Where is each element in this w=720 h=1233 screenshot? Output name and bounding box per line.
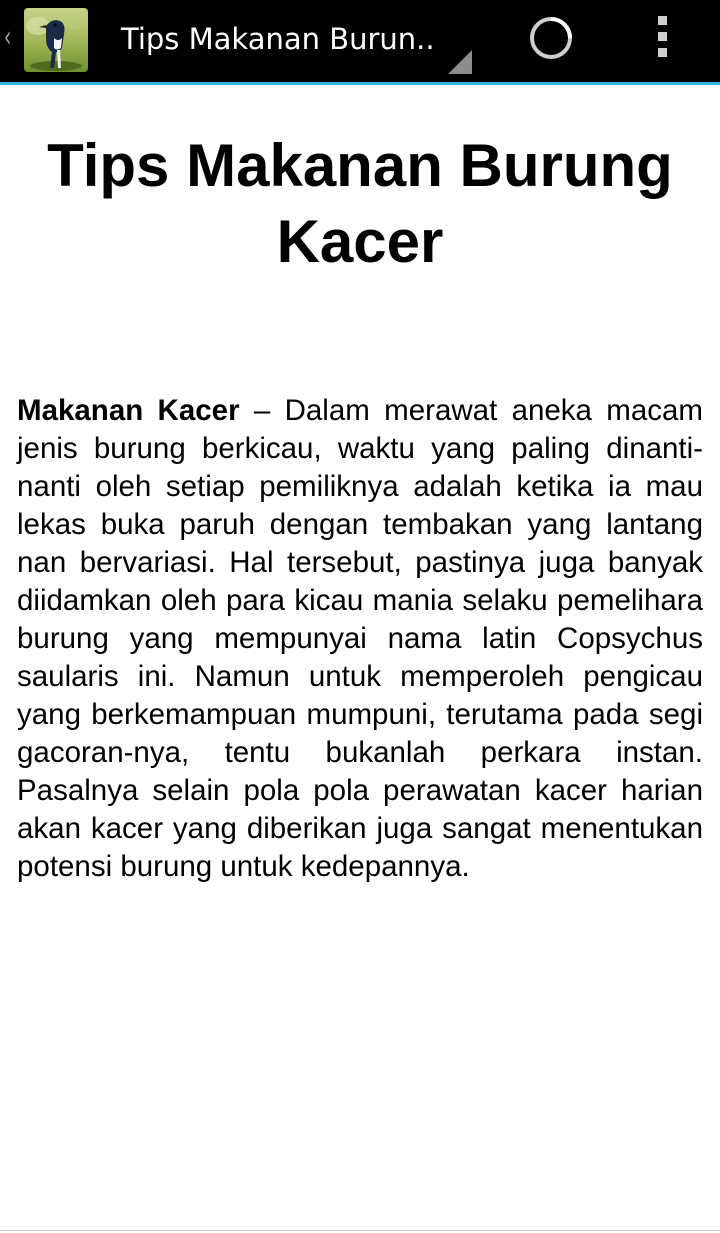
back-caret-icon: ‹ bbox=[4, 20, 12, 55]
loading-spinner-icon bbox=[520, 10, 582, 72]
article-body bbox=[17, 392, 703, 886]
overflow-menu-icon bbox=[658, 32, 667, 41]
article-lead-bold: Makanan Kacer bbox=[17, 394, 240, 427]
action-bar bbox=[0, 0, 720, 82]
overflow-menu-icon bbox=[658, 48, 667, 57]
article-body-text: – Dalam merawat aneka macam jenis burung berkicau, waktu yang paling dinanti-nanti oleh setiap pemiliknya adalah ketika ia mau lekas buka paruh dengan tembakan yang lantang nan bervariasi. Hal tersebut, pastinya juga banyak diidamkan oleh para kicau mania selaku pemelihara burung yang mempunyai nama latin Copsychus saularis ini. Namun untuk memperoleh pengicau yang berkemampuan mumpuni, terutama pada segi gacoran-nya, tentu bukanlah perkara instan. Pasalnya selain pola pola perawatan kacer harian akan kacer yang diberikan juga sangat menentukan potensi burung untuk kedepannya. bbox=[17, 394, 703, 883]
article-title: Tips Makanan Burung Kacer bbox=[47, 132, 673, 275]
overflow-menu-icon bbox=[658, 16, 667, 25]
title-spinner[interactable] bbox=[104, 0, 476, 82]
bottom-divider bbox=[0, 1230, 720, 1231]
overflow-menu-button[interactable] bbox=[640, 10, 686, 72]
spinner-corner-icon bbox=[448, 50, 472, 74]
action-bar-title: Tips Makanan Burun.. bbox=[121, 22, 435, 56]
up-navigation-button[interactable] bbox=[0, 0, 94, 82]
kacer-bird-app-icon bbox=[24, 8, 88, 72]
action-bar-divider bbox=[0, 82, 720, 85]
